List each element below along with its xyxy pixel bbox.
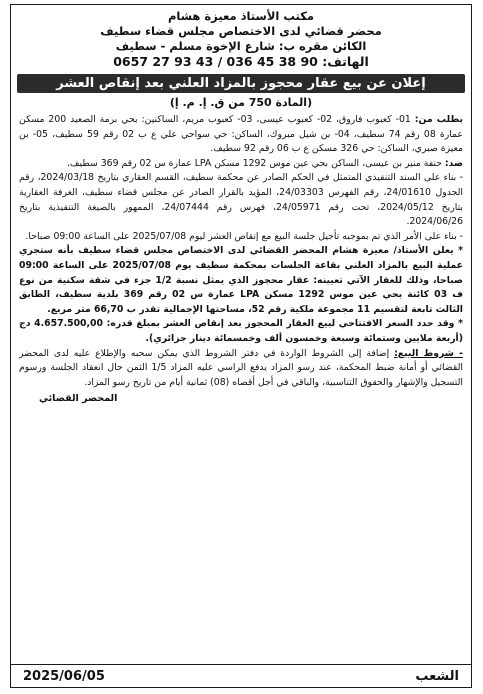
defendant-paragraph xyxy=(19,157,463,172)
office-header xyxy=(11,9,471,69)
office-phone xyxy=(11,54,471,69)
publication-date: 2025/06/05 xyxy=(23,668,105,684)
office-title: محضر قضائي لدى الاختصاص مجلس قضاء سطيف xyxy=(100,24,382,38)
bailiff-signature: المحضر القضائي xyxy=(39,393,118,405)
defendant-text: حنفة منير بن عيسى، الساكن بحي عين موس 1292 مسكن LPA عمارة س 02 رقم 369 سطيف. xyxy=(66,157,445,169)
phone-numbers: 0657 27 93 43 / 036 45 38 90 xyxy=(113,54,318,69)
article-reference: (المادة 750 من ق. إ. م. إ) xyxy=(169,96,313,109)
opening-price-words: دج (أربعة ملايين وستمائة وسبعة وخمسون ألف وخمسمائة دينار جزائري). xyxy=(19,318,463,344)
newspaper-name: الشعب xyxy=(415,668,459,684)
sale-conditions-label: - شروط البيع: xyxy=(394,347,463,359)
petitioners-text: 01- كعبوب فاروق، 02- كعبوب عيسى، 03- كعبوب مريم، الساكنين: بحي برمة الصعيد 200 مسكن عمارة 08 رقم 74 سطيف، 04- بن شيل مبروك، الساكن: حي سواحي علي ع ب 02 رقم 59 سطيف، 05- بن معيزة صبري، الساكن: حي 326 مسكن ع ب 06 رقم 92 سطيف. xyxy=(19,114,463,155)
legal-notice xyxy=(10,4,472,688)
sale-announcement-paragraph: * يعلن الأستاذ/ معيزة هشام المحضر القضائي لدى الاختصاص مجلس قضاء سطيف بأنه ستجري عملية البيع بالمزاد العلني بقاعة الجلسات بمحكمة سطيف يوم 2025/07/08 على الساعة 09:00 صباحا، وذلك للعقار الآتي تعيينه: عقار محجوز الذي يمثل نسبة 1/2 جزء في شقة سكنية من نوع ف 03 كائنة بحي عين موس 1292 مسكن LPA عمارة س 02 رقم 369 بلدية سطيف، الطابق الثالث تابعة لتقسيم 11 مجموعة ملكية رقم 52، مساحتها الإجمالية تقدر ب 66,70 متر مربع. xyxy=(19,245,463,315)
sale-conditions-text: إضافة إلى الشروط الواردة في دفتر الشروط الذي يمكن سحبه والإطلاع عليه لدى المحضر القضائي أو أمانة ضبط المحكمة، عند رسو المزاد يدفع الراسي عليه المزاد 1/5 الثمن حال انعقاد الجلسة ورسوم التسجيل والإشهار والحقوق التناسبية، والباقي في أجل أقصاه (08) ثمانية أيام من تاريخ رسو المزاد. xyxy=(19,347,463,388)
publication-footer xyxy=(11,664,471,687)
petitioners-label: بطلب من: xyxy=(414,114,463,125)
notice-body xyxy=(11,113,471,407)
notice-title-banner: إعلان عن بيع عقار محجوز بالمزاد العلني بعد إنقاص العشر xyxy=(17,74,465,93)
opening-price-amount: 4.657.500,00 xyxy=(34,318,103,330)
phone-label: الهاتف: xyxy=(322,54,369,69)
executive-title-paragraph: - بناء على السند التنفيذي المتمثل في الحكم الصادر عن محكمة سطيف، القسم العقاري بتاريخ 2024/03/18، رقم الجدول 24/01610، رقم الفهرس 24/03303، المؤيد بالقرار الصادر عن مجلس قضاء سطيف، الغرفة العقارية بتاريخ 2024/05/12، تحت رقم 24/05971، فهرس رقم 24/07444، الممهور بالصيغة التنفيذية بتاريخ 2024/06/26. xyxy=(19,172,464,228)
office-name: مكتب الأستاذ معيزة هشام xyxy=(167,9,315,23)
office-address: الكائن مقره ب: شارع الإخوة مسلم - سطيف xyxy=(115,39,367,53)
opening-price-lead: * وقد حدد السعر الافتتاحي لبيع العقار المحجوز بعد إنقاص العشر بمبلغ قدره: xyxy=(106,318,463,330)
postponement-paragraph: - بناء على الأمر الذي تم بموجبه تأجيل جلسة البيع مع إنقاص العشر ليوم 2025/07/08 على الساعة 09:00 صباحا. xyxy=(25,230,463,242)
sale-conditions-paragraph xyxy=(19,347,463,391)
opening-price-paragraph xyxy=(19,317,463,346)
defendant-label: ضد: xyxy=(444,157,463,169)
petitioners-paragraph xyxy=(19,113,463,157)
